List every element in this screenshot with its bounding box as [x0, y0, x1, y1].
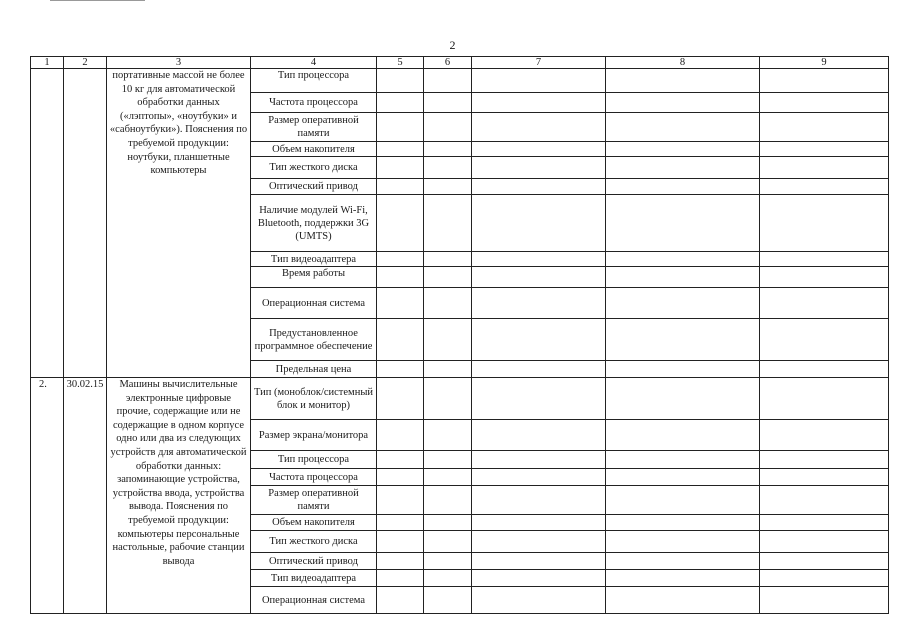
- characteristic-name: Предельная цена: [251, 361, 377, 378]
- characteristic-name: Предустановленное программное обеспечение: [251, 319, 377, 361]
- characteristic-name: Размер оперативной памяти: [251, 486, 377, 515]
- characteristic-name: Наличие модулей Wi-Fi, Bluetooth, поддержки 3G (UMTS): [251, 195, 377, 252]
- col-header-3: 3: [107, 57, 251, 69]
- characteristic-name: Операционная система: [251, 587, 377, 614]
- characteristic-name: Объем накопителя: [251, 142, 377, 157]
- col-header-8: 8: [606, 57, 760, 69]
- characteristic-name: Оптический привод: [251, 553, 377, 570]
- col-header-2: 2: [64, 57, 107, 69]
- characteristic-name: Оптический привод: [251, 179, 377, 195]
- characteristic-name: Время работы: [251, 267, 377, 288]
- okpd-code: 30.02.15: [64, 378, 107, 614]
- row-number: 2.: [31, 378, 64, 614]
- col-header-4: 4: [251, 57, 377, 69]
- page-number: 2: [449, 38, 456, 52]
- top-edge-line: [50, 0, 145, 1]
- characteristic-name: Тип процессора: [251, 69, 377, 93]
- col-header-9: 9: [760, 57, 889, 69]
- col-header-5: 5: [377, 57, 424, 69]
- product-description: Машины вычислительные электронные цифровые прочие, содержащие или не содержащие в одном корпусе одно или два из следующих устройств для автоматической обработки данных: запоминающие устройства, устройства ввода, устройства вывода. Пояснения по требуемой продукции: компьютеры персональные настольные, рабочие станции вывода: [107, 378, 251, 614]
- characteristic-name: Операционная система: [251, 288, 377, 319]
- characteristic-name: Тип процессора: [251, 451, 377, 469]
- characteristic-name: Размер экрана/монитора: [251, 420, 377, 451]
- header-row: [31, 57, 889, 69]
- characteristic-name: Частота процессора: [251, 93, 377, 113]
- characteristic-name: Частота процессора: [251, 469, 377, 486]
- row-number: [31, 69, 64, 378]
- col-header-6: 6: [424, 57, 472, 69]
- characteristic-name: Тип видеоадаптера: [251, 570, 377, 587]
- characteristics-table: [30, 56, 889, 614]
- table-row: [31, 378, 889, 420]
- characteristic-name: Тип видеоадаптера: [251, 252, 377, 267]
- characteristic-name: Тип жесткого диска: [251, 531, 377, 553]
- col-header-1: 1: [31, 57, 64, 69]
- characteristic-name: Тип жесткого диска: [251, 157, 377, 179]
- characteristic-name: Объем накопителя: [251, 515, 377, 531]
- okpd-code: [64, 69, 107, 378]
- table-row: [31, 69, 889, 93]
- col-header-7: 7: [472, 57, 606, 69]
- characteristic-name: Размер оперативной памяти: [251, 113, 377, 142]
- characteristic-name: Тип (моноблок/системный блок и монитор): [251, 378, 377, 420]
- product-description: портативные массой не более 10 кг для автоматической обработки данных («лэптопы», «ноутбуки» и «сабноутбуки»). Пояснения по требуемой продукции: ноутбуки, планшетные компьютеры: [107, 69, 251, 378]
